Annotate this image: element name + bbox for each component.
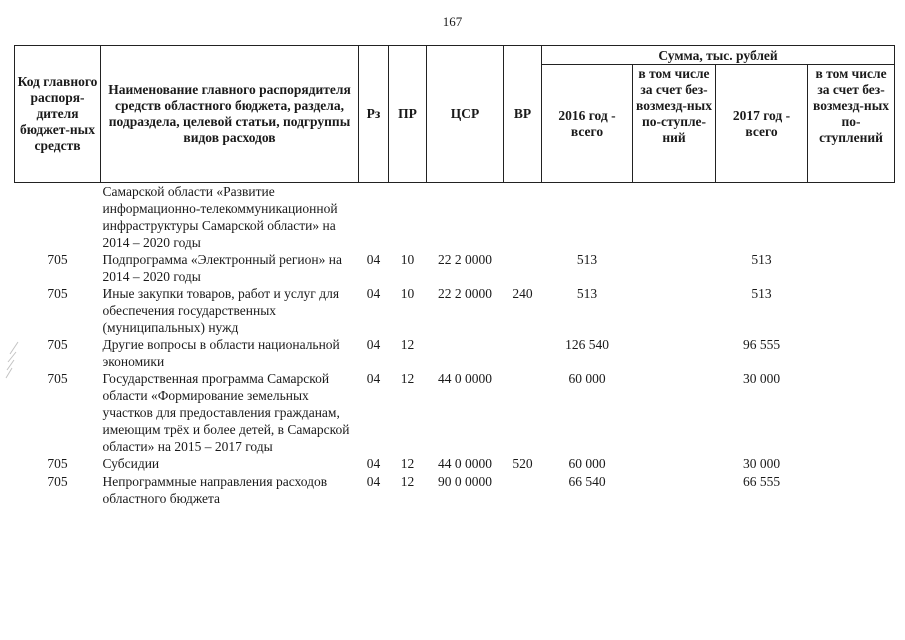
cell-free-2016 bbox=[633, 455, 716, 472]
cell-code: 705 bbox=[47, 474, 68, 489]
cell-name: Государственная программа Самарской области «Формирование земельных участков для предоставления гражданам, имеющим трёх и более детей, в Самарской области» на 2015 – 2017 годы bbox=[102, 371, 350, 454]
cell-free-2016 bbox=[633, 472, 716, 507]
cell-vr bbox=[504, 370, 542, 455]
cell-sum-2017: 513 bbox=[751, 286, 772, 301]
header-free-2017: в том числе за счет без-возмезд-ных по-ступлений bbox=[808, 65, 895, 183]
cell-csr: 44 0 0000 bbox=[438, 456, 492, 471]
cell-name: Субсидии bbox=[102, 456, 160, 471]
cell-vr bbox=[504, 472, 542, 507]
cell-free-2017 bbox=[808, 183, 895, 252]
cell-pr: 12 bbox=[400, 456, 415, 471]
cell-sum-2017: 513 bbox=[751, 252, 772, 267]
cell-code: 705 bbox=[47, 252, 68, 267]
cell-sum-2016: 60 000 bbox=[568, 371, 606, 386]
cell-vr: 240 bbox=[512, 286, 533, 301]
cell-name: Самарской области «Развитие информационно-телекоммуникационной инфраструктуры Самарской области» на 2014 – 2020 годы bbox=[102, 184, 338, 250]
header-pr: ПР bbox=[389, 46, 427, 183]
cell-sum-2016: 66 540 bbox=[568, 474, 606, 489]
budget-table bbox=[14, 45, 895, 507]
cell-sum-2016: 126 540 bbox=[565, 337, 609, 352]
cell-csr bbox=[427, 336, 504, 370]
cell-sum-2016: 513 bbox=[576, 252, 598, 267]
table-row bbox=[15, 336, 895, 370]
cell-free-2016 bbox=[633, 183, 716, 252]
cell-pr: 12 bbox=[400, 337, 415, 352]
cell-free-2017 bbox=[808, 336, 895, 370]
cell-sum-2016 bbox=[542, 183, 633, 252]
cell-pr: 10 bbox=[400, 252, 415, 267]
cell-name: Другие вопросы в области национальной экономики bbox=[102, 337, 340, 369]
page-number: 167 bbox=[442, 14, 463, 29]
header-sum-group: Сумма, тыс. рублей bbox=[542, 46, 895, 65]
cell-sum-2017: 66 555 bbox=[742, 474, 781, 489]
cell-rz: 04 bbox=[366, 456, 381, 471]
cell-rz: 04 bbox=[366, 474, 381, 489]
cell-free-2016 bbox=[633, 370, 716, 455]
header-rz: Рз bbox=[359, 46, 389, 183]
table-header bbox=[15, 46, 895, 183]
header-csr: ЦСР bbox=[427, 46, 504, 183]
table-row bbox=[15, 370, 895, 455]
cell-name: Иные закупки товаров, работ и услуг для обеспечения государственных (муниципальных) нужд bbox=[102, 286, 340, 335]
cell-code: 705 bbox=[47, 371, 68, 386]
cell-pr: 12 bbox=[400, 371, 415, 386]
table-row bbox=[15, 472, 895, 507]
cell-code bbox=[15, 183, 101, 252]
cell-sum-2017: 96 555 bbox=[742, 337, 781, 352]
cell-csr bbox=[427, 183, 504, 252]
cell-free-2017 bbox=[808, 455, 895, 472]
cell-csr: 22 2 0000 bbox=[438, 286, 492, 301]
cell-free-2016 bbox=[633, 285, 716, 336]
cell-free-2017 bbox=[808, 472, 895, 507]
cell-pr bbox=[389, 183, 427, 252]
cell-name: Непрограммные направления расходов областного бюджета bbox=[102, 474, 328, 506]
table-body bbox=[15, 183, 895, 508]
cell-rz: 04 bbox=[366, 252, 381, 267]
header-vr: ВР bbox=[504, 46, 542, 183]
cell-name: Подпрограмма «Электронный регион» на 2014 – 2020 годы bbox=[102, 252, 342, 284]
cell-vr: 520 bbox=[512, 456, 533, 471]
table-row bbox=[15, 285, 895, 336]
cell-vr bbox=[504, 183, 542, 252]
cell-rz bbox=[359, 183, 389, 252]
cell-csr: 22 2 0000 bbox=[438, 252, 492, 267]
cell-code: 705 bbox=[47, 456, 68, 471]
cell-pr: 12 bbox=[400, 474, 415, 489]
cell-vr bbox=[504, 251, 542, 285]
cell-code: 705 bbox=[47, 286, 68, 301]
cell-csr: 90 0 0000 bbox=[438, 474, 492, 489]
cell-free-2016 bbox=[633, 336, 716, 370]
cell-sum-2017: 30 000 bbox=[742, 456, 781, 471]
cell-rz: 04 bbox=[366, 337, 381, 352]
header-code: Код главного распоря-дителя бюджет-ных средств bbox=[15, 46, 101, 183]
cell-sum-2017 bbox=[716, 183, 808, 252]
cell-pr: 10 bbox=[400, 286, 415, 301]
cell-rz: 04 bbox=[366, 371, 381, 386]
cell-sum-2016: 60 000 bbox=[568, 456, 606, 471]
header-sum-2016: 2016 год - всего bbox=[542, 65, 633, 183]
cell-vr bbox=[504, 336, 542, 370]
cell-csr: 44 0 0000 bbox=[438, 371, 492, 386]
table-row bbox=[15, 455, 895, 472]
cell-sum-2017: 30 000 bbox=[742, 371, 781, 386]
cell-rz: 04 bbox=[366, 286, 381, 301]
cell-sum-2016: 513 bbox=[576, 286, 598, 301]
cell-free-2017 bbox=[808, 370, 895, 455]
header-free-2016: в том числе за счет без-возмезд-ных по-ступле-ний bbox=[633, 65, 716, 183]
table-row bbox=[15, 251, 895, 285]
cell-free-2017 bbox=[808, 251, 895, 285]
header-sum-2017: 2017 год - всего bbox=[716, 65, 808, 183]
cell-free-2016 bbox=[633, 251, 716, 285]
cell-code: 705 bbox=[47, 337, 68, 352]
cell-free-2017 bbox=[808, 285, 895, 336]
table-row bbox=[15, 183, 895, 252]
header-name: Наименование главного распорядителя средств областного бюджета, раздела, подраздела, целевой статьи, подгруппы видов расходов bbox=[101, 46, 359, 183]
